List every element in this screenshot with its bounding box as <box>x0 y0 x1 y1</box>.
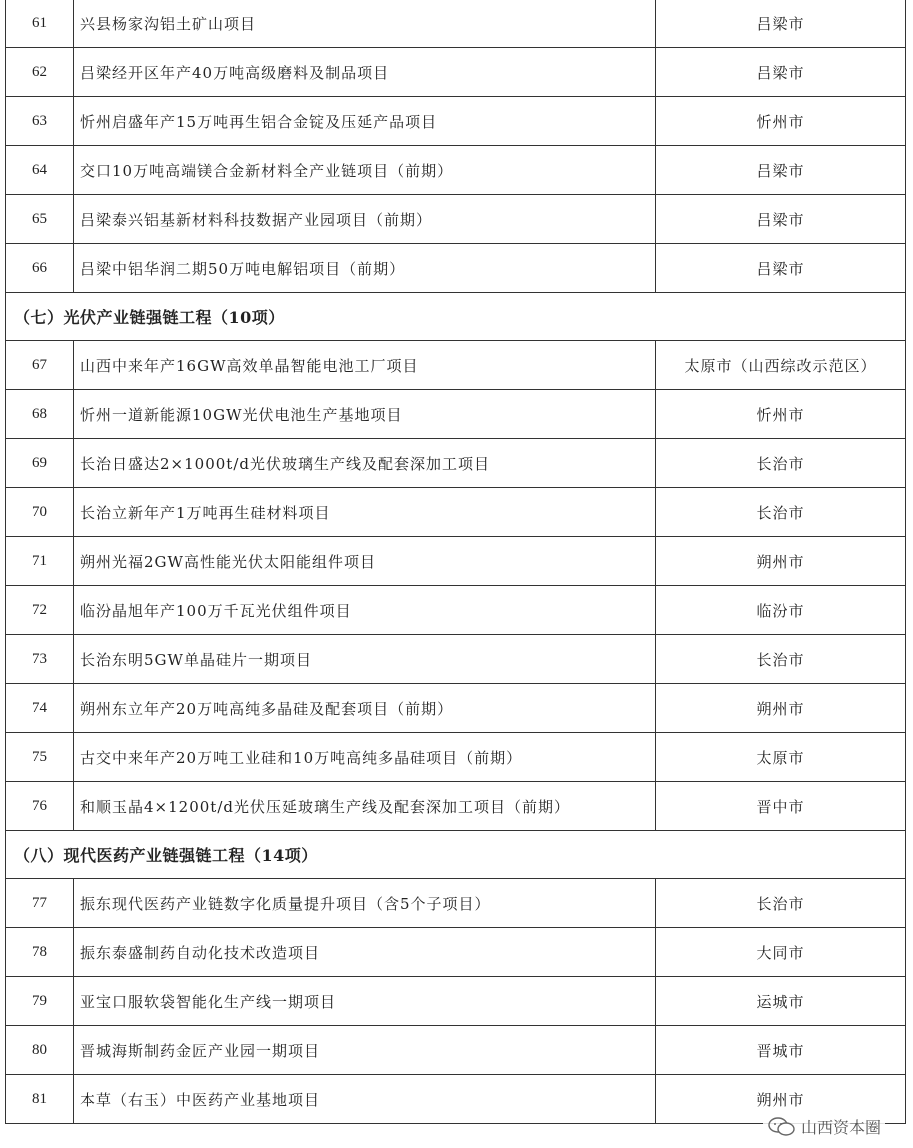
project-name: 吕梁中铝华润二期50万吨电解铝项目（前期） <box>74 244 656 293</box>
project-name: 长治立新年产1万吨再生硅材料项目 <box>74 488 656 537</box>
project-name: 忻州启盛年产15万吨再生铝合金锭及压延产品项目 <box>74 97 656 146</box>
project-name: 长治东明5GW单晶硅片一期项目 <box>74 635 656 684</box>
project-city: 吕梁市 <box>656 146 906 195</box>
section-header-row <box>6 293 906 341</box>
project-name: 吕梁泰兴铝基新材料科技数据产业园项目（前期） <box>74 195 656 244</box>
watermark-text: 山西资本圈 <box>800 1118 881 1137</box>
project-name: 临汾晶旭年产100万千瓦光伏组件项目 <box>74 586 656 635</box>
table-row <box>6 977 906 1026</box>
project-name: 亚宝口服软袋智能化生产线一期项目 <box>74 977 656 1026</box>
project-city: 太原市（山西综改示范区） <box>656 341 906 390</box>
row-number: 80 <box>6 1026 74 1075</box>
row-number: 63 <box>6 97 74 146</box>
row-number: 76 <box>6 782 74 831</box>
row-number: 75 <box>6 733 74 782</box>
project-name: 和顺玉晶4×1200t/d光伏压延玻璃生产线及配套深加工项目（前期） <box>74 782 656 831</box>
row-number: 81 <box>6 1075 74 1124</box>
row-number: 65 <box>6 195 74 244</box>
wechat-icon <box>767 1116 797 1138</box>
table-row <box>6 928 906 977</box>
project-name: 兴县杨家沟铝土矿山项目 <box>74 0 656 48</box>
row-number: 77 <box>6 879 74 928</box>
section-title: （七）光伏产业链强链工程（10项） <box>6 293 906 341</box>
row-number: 79 <box>6 977 74 1026</box>
row-number: 61 <box>6 0 74 48</box>
table-row <box>6 586 906 635</box>
table-row <box>6 146 906 195</box>
row-number: 68 <box>6 390 74 439</box>
project-city: 忻州市 <box>656 97 906 146</box>
project-city: 吕梁市 <box>656 48 906 97</box>
table-row <box>6 244 906 293</box>
row-number: 70 <box>6 488 74 537</box>
table-row <box>6 439 906 488</box>
row-number: 74 <box>6 684 74 733</box>
project-name: 振东泰盛制药自动化技术改造项目 <box>74 928 656 977</box>
project-name: 朔州东立年产20万吨高纯多晶硅及配套项目（前期） <box>74 684 656 733</box>
row-number: 67 <box>6 341 74 390</box>
table-row <box>6 97 906 146</box>
project-city: 长治市 <box>656 635 906 684</box>
project-city: 朔州市 <box>656 684 906 733</box>
project-name: 振东现代医药产业链数字化质量提升项目（含5个子项目） <box>74 879 656 928</box>
project-city: 朔州市 <box>656 537 906 586</box>
project-name: 晋城海斯制药金匠产业园一期项目 <box>74 1026 656 1075</box>
row-number: 73 <box>6 635 74 684</box>
row-number: 69 <box>6 439 74 488</box>
table-row <box>6 635 906 684</box>
table-row <box>6 733 906 782</box>
table-row <box>6 341 906 390</box>
row-number: 72 <box>6 586 74 635</box>
project-city: 吕梁市 <box>656 244 906 293</box>
table-row <box>6 195 906 244</box>
project-city: 吕梁市 <box>656 0 906 48</box>
table-row <box>6 0 906 48</box>
project-name: 交口10万吨高端镁合金新材料全产业链项目（前期） <box>74 146 656 195</box>
section-title: （八）现代医药产业链强链工程（14项） <box>6 831 906 879</box>
project-city: 太原市 <box>656 733 906 782</box>
table-row <box>6 684 906 733</box>
project-city: 长治市 <box>656 879 906 928</box>
project-city: 吕梁市 <box>656 195 906 244</box>
table-row <box>6 48 906 97</box>
project-city: 晋城市 <box>656 1026 906 1075</box>
project-city: 长治市 <box>656 488 906 537</box>
project-name: 古交中来年产20万吨工业硅和10万吨高纯多晶硅项目（前期） <box>74 733 656 782</box>
project-table <box>5 0 906 1124</box>
table-row <box>6 1026 906 1075</box>
table-row <box>6 488 906 537</box>
table-row <box>6 537 906 586</box>
table-row <box>6 782 906 831</box>
project-name: 忻州一道新能源10GW光伏电池生产基地项目 <box>74 390 656 439</box>
project-name: 本草（右玉）中医药产业基地项目 <box>74 1075 656 1124</box>
project-name: 吕梁经开区年产40万吨高级磨料及制品项目 <box>74 48 656 97</box>
section-header-row <box>6 831 906 879</box>
project-city: 临汾市 <box>656 586 906 635</box>
project-city: 晋中市 <box>656 782 906 831</box>
project-name: 长治日盛达2×1000t/d光伏玻璃生产线及配套深加工项目 <box>74 439 656 488</box>
project-city: 大同市 <box>656 928 906 977</box>
project-city: 朔州市 <box>656 1075 906 1124</box>
row-number: 78 <box>6 928 74 977</box>
project-city: 忻州市 <box>656 390 906 439</box>
watermark <box>763 1115 885 1138</box>
table-row <box>6 390 906 439</box>
project-city: 长治市 <box>656 439 906 488</box>
table-row <box>6 879 906 928</box>
row-number: 66 <box>6 244 74 293</box>
row-number: 64 <box>6 146 74 195</box>
row-number: 62 <box>6 48 74 97</box>
row-number: 71 <box>6 537 74 586</box>
project-name: 山西中来年产16GW高效单晶智能电池工厂项目 <box>74 341 656 390</box>
project-city: 运城市 <box>656 977 906 1026</box>
project-name: 朔州光福2GW高性能光伏太阳能组件项目 <box>74 537 656 586</box>
